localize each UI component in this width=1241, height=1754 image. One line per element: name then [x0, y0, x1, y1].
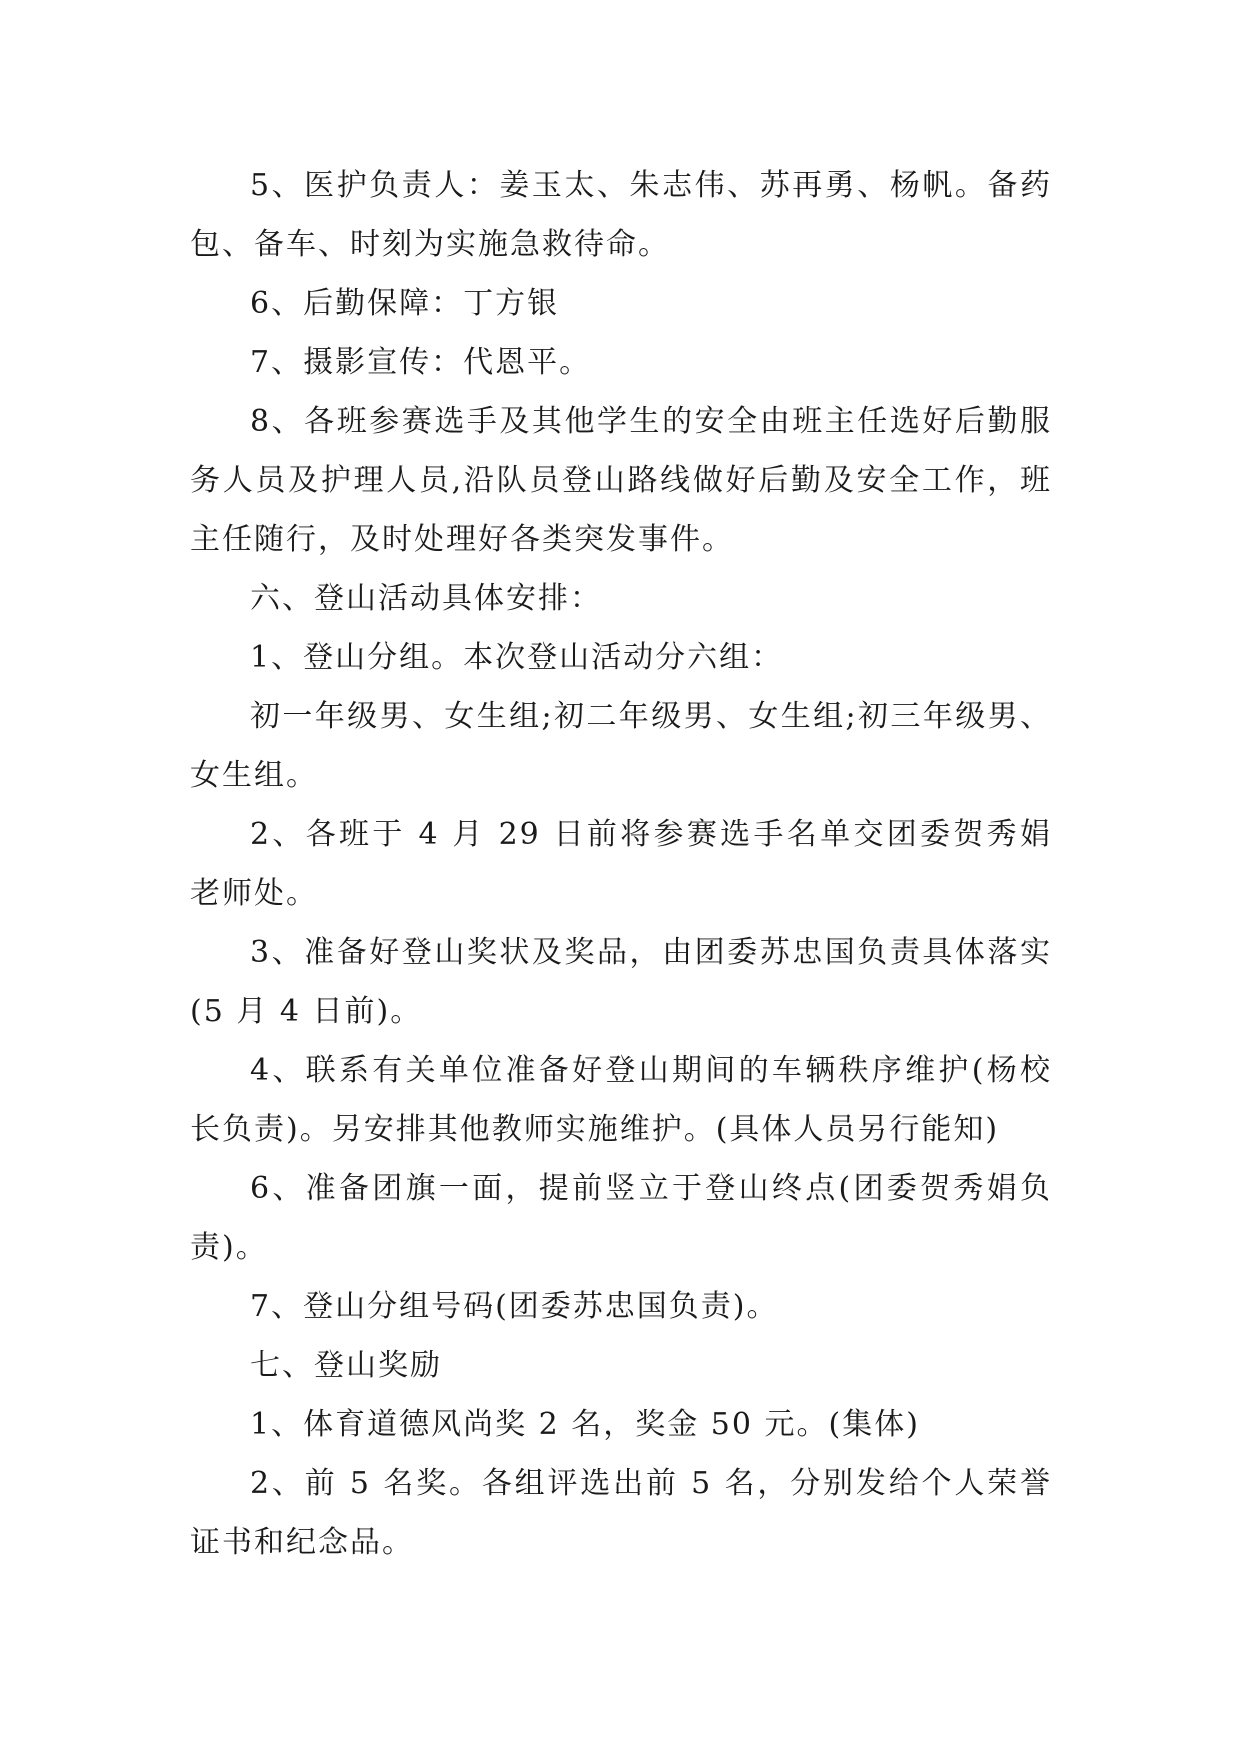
section-heading-arrangements: 六、登山活动具体安排： [250, 581, 602, 616]
paragraph-awards-prep: 3、准备好登山奖状及奖品，由团委苏忠国负责具体落实(5 月 4 日前)。 [190, 935, 1052, 1029]
paragraph-logistics: 6、后勤保障：丁方银 [250, 286, 560, 321]
paragraph-traffic-order: 4、联系有关单位准备好登山期间的车辆秩序维护(杨校长负责)。另安排其他教师实施维护。(具体人员另行能知) [190, 1053, 1052, 1147]
paragraph-class-safety: 8、各班参赛选手及其他学生的安全由班主任选好后勤服务人员及护理人员,沿队员登山路线做好后勤及安全工作，班主任随行，及时处理好各类突发事件。 [190, 404, 1052, 557]
paragraph-group-list: 初一年级男、女生组;初二年级男、女生组;初三年级男、女生组。 [190, 699, 1052, 793]
paragraph-photography: 7、摄影宣传：代恩平。 [250, 345, 592, 380]
paragraph-group-numbers: 7、登山分组号码(团委苏忠国负责)。 [250, 1289, 779, 1324]
paragraph-grouping: 1、登山分组。本次登山活动分六组： [250, 640, 784, 675]
document-body [190, 156, 1052, 1572]
paragraph-roster-deadline: 2、各班于 4 月 29 日前将参赛选手名单交团委贺秀娟老师处。 [190, 817, 1052, 911]
section-heading-rewards: 七、登山奖励 [250, 1348, 442, 1383]
paragraph-flag: 6、准备团旗一面，提前竖立于登山终点(团委贺秀娟负责)。 [190, 1171, 1052, 1265]
paragraph-top-five-award: 2、前 5 名奖。各组评选出前 5 名，分别发给个人荣誉证书和纪念品。 [190, 1466, 1052, 1560]
paragraph-sportsmanship-award: 1、体育道德风尚奖 2 名，奖金 50 元。(集体) [250, 1407, 920, 1442]
paragraph-medical-staff: 5、医护负责人：姜玉太、朱志伟、苏再勇、杨帆。备药包、备车、时刻为实施急救待命。 [190, 168, 1052, 262]
